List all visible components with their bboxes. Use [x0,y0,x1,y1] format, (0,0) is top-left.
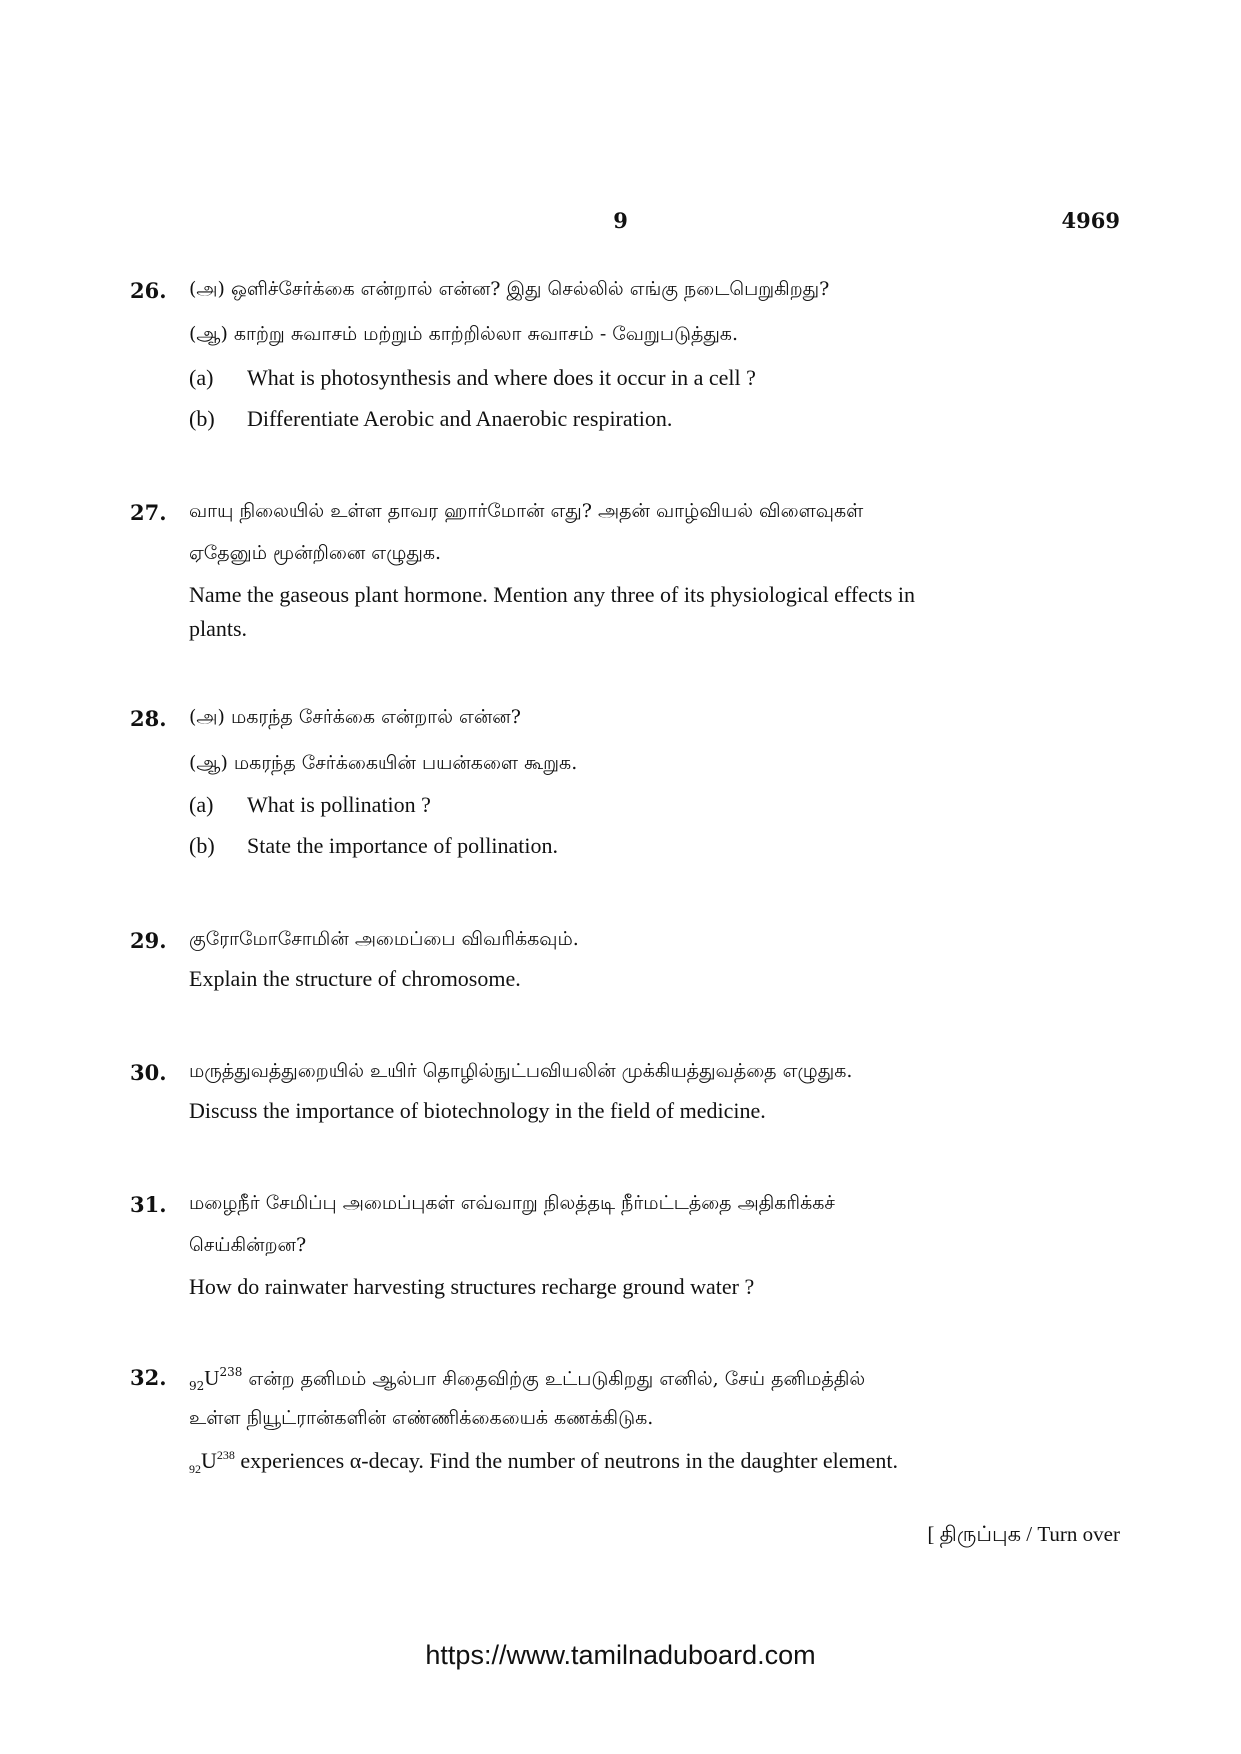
subquestion-label: (a) [189,365,214,390]
tamil-line [189,1365,865,1393]
isotope-superscript: 238 [219,1365,243,1379]
subquestion-label: (b) [189,833,215,858]
page-number: 9 [613,208,628,233]
english-subquestion [189,792,431,818]
subquestion-text: Differentiate Aerobic and Anaerobic respiration. [247,406,673,431]
question-number: 29. [130,928,167,953]
english-text [189,1448,898,1477]
tamil-line: உள்ள நியூட்ரான்களின் எண்ணிக்கையைக் கணக்கிடுக. [189,1407,654,1429]
tamil-line: ஏதேனும் மூன்றினை எழுதுக. [189,542,442,564]
tamil-line: மருத்துவத்துறையில் உயிர் தொழில்நுட்பவியலின் முக்கியத்துவத்தை எழுதுக. [189,1060,853,1082]
paper-code: 4969 [1061,208,1120,233]
subquestion-text: What is pollination ? [247,792,431,817]
isotope-subscript: 92 [189,1379,205,1393]
question-number: 28. [130,706,167,731]
english-text: Name the gaseous plant hormone. Mention any three of its physiological effects in [189,582,916,607]
question-number: 31. [130,1192,167,1217]
subquestion-label: (b) [189,406,215,431]
tamil-line: (ஆ) மகரந்த சேர்க்கையின் பயன்களை கூறுக. [189,752,578,774]
tamil-line: (அ) மகரந்த சேர்க்கை என்றால் என்ன? [189,706,521,728]
tamil-line: மழைநீர் சேமிப்பு அமைப்புகள் எவ்வாறு நிலத்தடி நீர்மட்டத்தை அதிகரிக்கச் [189,1192,835,1214]
tamil-line: வாயு நிலையில் உள்ள தாவர ஹார்மோன் எது? அதன் வாழ்வியல் விளைவுகள் [189,500,864,522]
tamil-line: செய்கின்றன? [189,1234,307,1256]
footer-url[interactable]: https://www.tamilnaduboard.com [425,1640,816,1670]
english-text: How do rainwater harvesting structures recharge ground water ? [189,1274,755,1299]
english-subquestion [189,365,756,391]
question-number: 27. [130,500,167,525]
turn-over-note: [ திருப்புக / Turn over [927,1522,1120,1546]
tamil-line: குரோமோசோமின் அமைப்பை விவரிக்கவும். [189,928,579,950]
question-number: 30. [130,1060,167,1085]
tamil-line: (அ) ஒளிச்சேர்க்கை என்றால் என்ன? இது செல்லில் எங்கு நடைபெறுகிறது? [189,278,830,300]
english-subquestion [189,833,558,859]
subquestion-text: What is photosynthesis and where does it occur in a cell ? [247,365,756,390]
question-number: 26. [130,278,167,303]
isotope-symbol: U [204,1366,220,1390]
english-text: plants. [189,616,248,641]
english-text: Discuss the importance of biotechnology in the field of medicine. [189,1098,766,1123]
question-number: 32. [130,1365,167,1390]
subquestion-label: (a) [189,792,214,817]
english-rest: experiences α-decay. Find the number of neutrons in the daughter element. [234,1448,899,1473]
english-subquestion [189,406,672,432]
isotope-symbol: U [201,1448,217,1473]
english-text: Explain the structure of chromosome. [189,966,521,991]
tamil-text: என்ற தனிமம் ஆல்பா சிதைவிற்கு உட்படுகிறது எனில், சேய் தனிமத்தில் [242,1368,866,1390]
isotope-superscript: 238 [216,1448,235,1462]
tamil-line: (ஆ) காற்று சுவாசம் மற்றும் காற்றில்லா சுவாசம் - வேறுபடுத்துக. [189,323,738,345]
subquestion-text: State the importance of pollination. [247,833,558,858]
isotope-subscript: 92 [189,1462,201,1476]
